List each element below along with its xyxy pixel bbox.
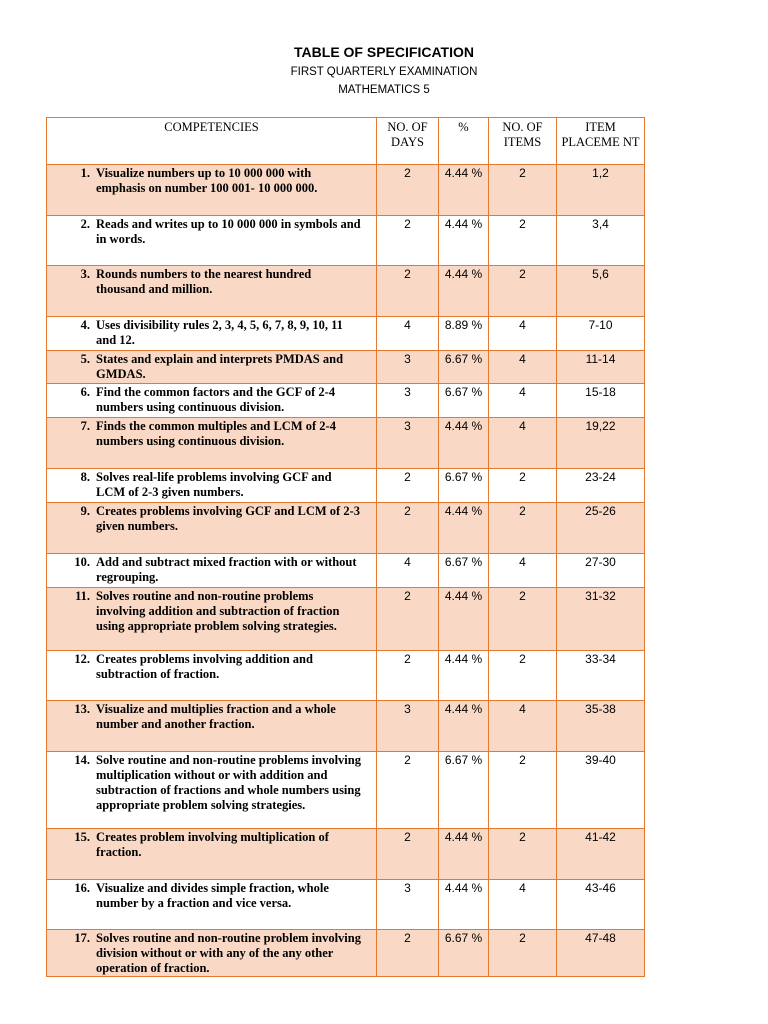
competency-text: Visualize and multiplies fraction and a whole number and another fraction. <box>96 702 336 731</box>
days-cell: 4 <box>377 317 439 351</box>
table-row <box>47 469 645 503</box>
percent-cell: 6.67 % <box>439 752 489 829</box>
competency-number: 9. <box>80 504 90 518</box>
placement-cell: 7-10 <box>557 317 645 351</box>
percent-cell: 4.44 % <box>439 503 489 554</box>
percent-cell: 4.44 % <box>439 651 489 701</box>
days-cell: 2 <box>377 588 439 651</box>
competency-cell <box>47 266 377 317</box>
competency-cell <box>47 351 377 384</box>
competency-cell <box>47 829 377 880</box>
table-row <box>47 503 645 554</box>
competency-text: Solves real-life problems involving GCF and LCM of 2-3 given numbers. <box>96 470 332 499</box>
competency-cell <box>47 880 377 930</box>
items-cell: 2 <box>489 469 557 503</box>
exam-subtitle: FIRST QUARTERLY EXAMINATION <box>290 66 478 78</box>
placement-cell: 27-30 <box>557 554 645 588</box>
competency-number: 2. <box>80 217 90 231</box>
competency-text: Find the common factors and the GCF of 2-4 numbers using continuous division. <box>96 385 336 414</box>
placement-cell: 11-14 <box>557 351 645 384</box>
table-row <box>47 351 645 384</box>
table-body <box>47 165 645 977</box>
days-cell: 2 <box>377 266 439 317</box>
percent-cell: 6.67 % <box>439 469 489 503</box>
header-competencies: COMPETENCIES <box>47 118 377 165</box>
competency-text: Solves routine and non-routine problems involving addition and subtraction of fraction using appropriate problem solving strategies. <box>96 589 340 633</box>
items-cell: 4 <box>489 880 557 930</box>
percent-cell: 4.44 % <box>439 701 489 752</box>
competency-number: 7. <box>80 419 90 433</box>
items-cell: 2 <box>489 503 557 554</box>
competency-text: Uses divisibility rules 2, 3, 4, 5, 6, 7, 8, 9, 10, 11 and 12. <box>96 318 343 347</box>
percent-cell: 4.44 % <box>439 266 489 317</box>
percent-cell: 6.67 % <box>439 554 489 588</box>
placement-cell: 31-32 <box>557 588 645 651</box>
table-row <box>47 317 645 351</box>
table-row <box>47 418 645 469</box>
table-row <box>47 554 645 588</box>
percent-cell: 4.44 % <box>439 880 489 930</box>
days-cell: 3 <box>377 418 439 469</box>
placement-cell: 43-46 <box>557 880 645 930</box>
table-row <box>47 216 645 266</box>
items-cell: 2 <box>489 216 557 266</box>
competency-number: 11. <box>75 589 90 603</box>
document-title: TABLE OF SPECIFICATION <box>294 44 474 60</box>
competency-cell <box>47 701 377 752</box>
competency-text: Rounds numbers to the nearest hundred thousand and million. <box>96 267 312 296</box>
items-cell: 2 <box>489 752 557 829</box>
competency-text: Solve routine and non-routine problems involving multiplication without or with addition and subtraction of fractions and whole numbers using appropriate problem solving strategies. <box>96 753 361 812</box>
header-percent: % <box>439 118 489 165</box>
competency-number: 13. <box>74 702 90 716</box>
days-cell: 2 <box>377 930 439 977</box>
percent-cell: 4.44 % <box>439 588 489 651</box>
competency-cell <box>47 165 377 216</box>
percent-cell: 8.89 % <box>439 317 489 351</box>
competency-number: 14. <box>74 753 90 767</box>
placement-cell: 5,6 <box>557 266 645 317</box>
table-row <box>47 930 645 977</box>
days-cell: 2 <box>377 651 439 701</box>
items-cell: 2 <box>489 588 557 651</box>
competency-number: 6. <box>80 385 90 399</box>
days-cell: 3 <box>377 351 439 384</box>
competency-cell <box>47 554 377 588</box>
competency-number: 10. <box>74 555 90 569</box>
items-cell: 4 <box>489 554 557 588</box>
items-cell: 2 <box>489 266 557 317</box>
competency-cell <box>47 651 377 701</box>
table-row <box>47 384 645 418</box>
competency-cell <box>47 317 377 351</box>
placement-cell: 15-18 <box>557 384 645 418</box>
competency-text: States and explain and interprets PMDAS and GMDAS. <box>96 352 344 381</box>
placement-cell: 25-26 <box>557 503 645 554</box>
percent-cell: 4.44 % <box>439 418 489 469</box>
competency-number: 1. <box>80 166 90 180</box>
competency-text: Visualize numbers up to 10 000 000 with emphasis on number 100 001- 10 000 000. <box>96 166 318 195</box>
percent-cell: 6.67 % <box>439 351 489 384</box>
competency-number: 16. <box>74 881 90 895</box>
competency-text: Add and subtract mixed fraction with or without regrouping. <box>96 555 357 584</box>
placement-cell: 3,4 <box>557 216 645 266</box>
days-cell: 3 <box>377 880 439 930</box>
table-row <box>47 752 645 829</box>
competency-text: Creates problems involving GCF and LCM of 2-3 given numbers. <box>96 504 361 533</box>
competency-number: 12. <box>74 652 90 666</box>
days-cell: 4 <box>377 554 439 588</box>
competency-number: 4. <box>80 318 90 332</box>
items-cell: 4 <box>489 317 557 351</box>
days-cell: 3 <box>377 701 439 752</box>
competency-cell <box>47 384 377 418</box>
items-cell: 2 <box>489 829 557 880</box>
percent-cell: 4.44 % <box>439 216 489 266</box>
days-cell: 2 <box>377 165 439 216</box>
header-days: NO. OF DAYS <box>377 118 439 165</box>
placement-cell: 19,22 <box>557 418 645 469</box>
competency-text: Solves routine and non-routine problem involving division without or with any of the any other operation of fraction. <box>96 931 361 975</box>
competency-cell <box>47 752 377 829</box>
percent-cell: 6.67 % <box>439 930 489 977</box>
competency-cell <box>47 418 377 469</box>
header-placement: ITEM PLACEME NT <box>557 118 645 165</box>
table-row <box>47 829 645 880</box>
competency-text: Creates problem involving multiplication of fraction. <box>96 830 329 859</box>
items-cell: 4 <box>489 384 557 418</box>
placement-cell: 35-38 <box>557 701 645 752</box>
competency-cell <box>47 503 377 554</box>
competency-cell <box>47 469 377 503</box>
items-cell: 2 <box>489 165 557 216</box>
placement-cell: 23-24 <box>557 469 645 503</box>
competency-text: Creates problems involving addition and subtraction of fraction. <box>96 652 313 681</box>
placement-cell: 1,2 <box>557 165 645 216</box>
competency-number: 3. <box>80 267 90 281</box>
table-row <box>47 651 645 701</box>
competency-text: Visualize and divides simple fraction, whole number by a fraction and vice versa. <box>96 881 329 910</box>
table-row <box>47 588 645 651</box>
competency-cell <box>47 588 377 651</box>
competency-cell <box>47 930 377 977</box>
placement-cell: 33-34 <box>557 651 645 701</box>
items-cell: 2 <box>489 651 557 701</box>
days-cell: 3 <box>377 384 439 418</box>
specification-table <box>46 117 645 977</box>
table-row <box>47 266 645 317</box>
competency-cell <box>47 216 377 266</box>
subject-subtitle: MATHEMATICS 5 <box>338 84 430 96</box>
competency-number: 17. <box>74 931 90 945</box>
days-cell: 2 <box>377 469 439 503</box>
days-cell: 2 <box>377 503 439 554</box>
percent-cell: 4.44 % <box>439 165 489 216</box>
competency-number: 5. <box>80 352 90 366</box>
items-cell: 4 <box>489 351 557 384</box>
header-items: NO. OF ITEMS <box>489 118 557 165</box>
days-cell: 2 <box>377 829 439 880</box>
competency-number: 8. <box>80 470 90 484</box>
competency-text: Finds the common multiples and LCM of 2-4 numbers using continuous division. <box>96 419 336 448</box>
days-cell: 2 <box>377 752 439 829</box>
items-cell: 2 <box>489 930 557 977</box>
table-row <box>47 165 645 216</box>
percent-cell: 4.44 % <box>439 829 489 880</box>
items-cell: 4 <box>489 701 557 752</box>
percent-cell: 6.67 % <box>439 384 489 418</box>
competency-text: Reads and writes up to 10 000 000 in symbols and in words. <box>96 217 361 246</box>
table-row <box>47 880 645 930</box>
placement-cell: 47-48 <box>557 930 645 977</box>
table-header-row <box>47 118 645 165</box>
competency-number: 15. <box>74 830 90 844</box>
placement-cell: 39-40 <box>557 752 645 829</box>
placement-cell: 41-42 <box>557 829 645 880</box>
table-row <box>47 701 645 752</box>
items-cell: 4 <box>489 418 557 469</box>
days-cell: 2 <box>377 216 439 266</box>
